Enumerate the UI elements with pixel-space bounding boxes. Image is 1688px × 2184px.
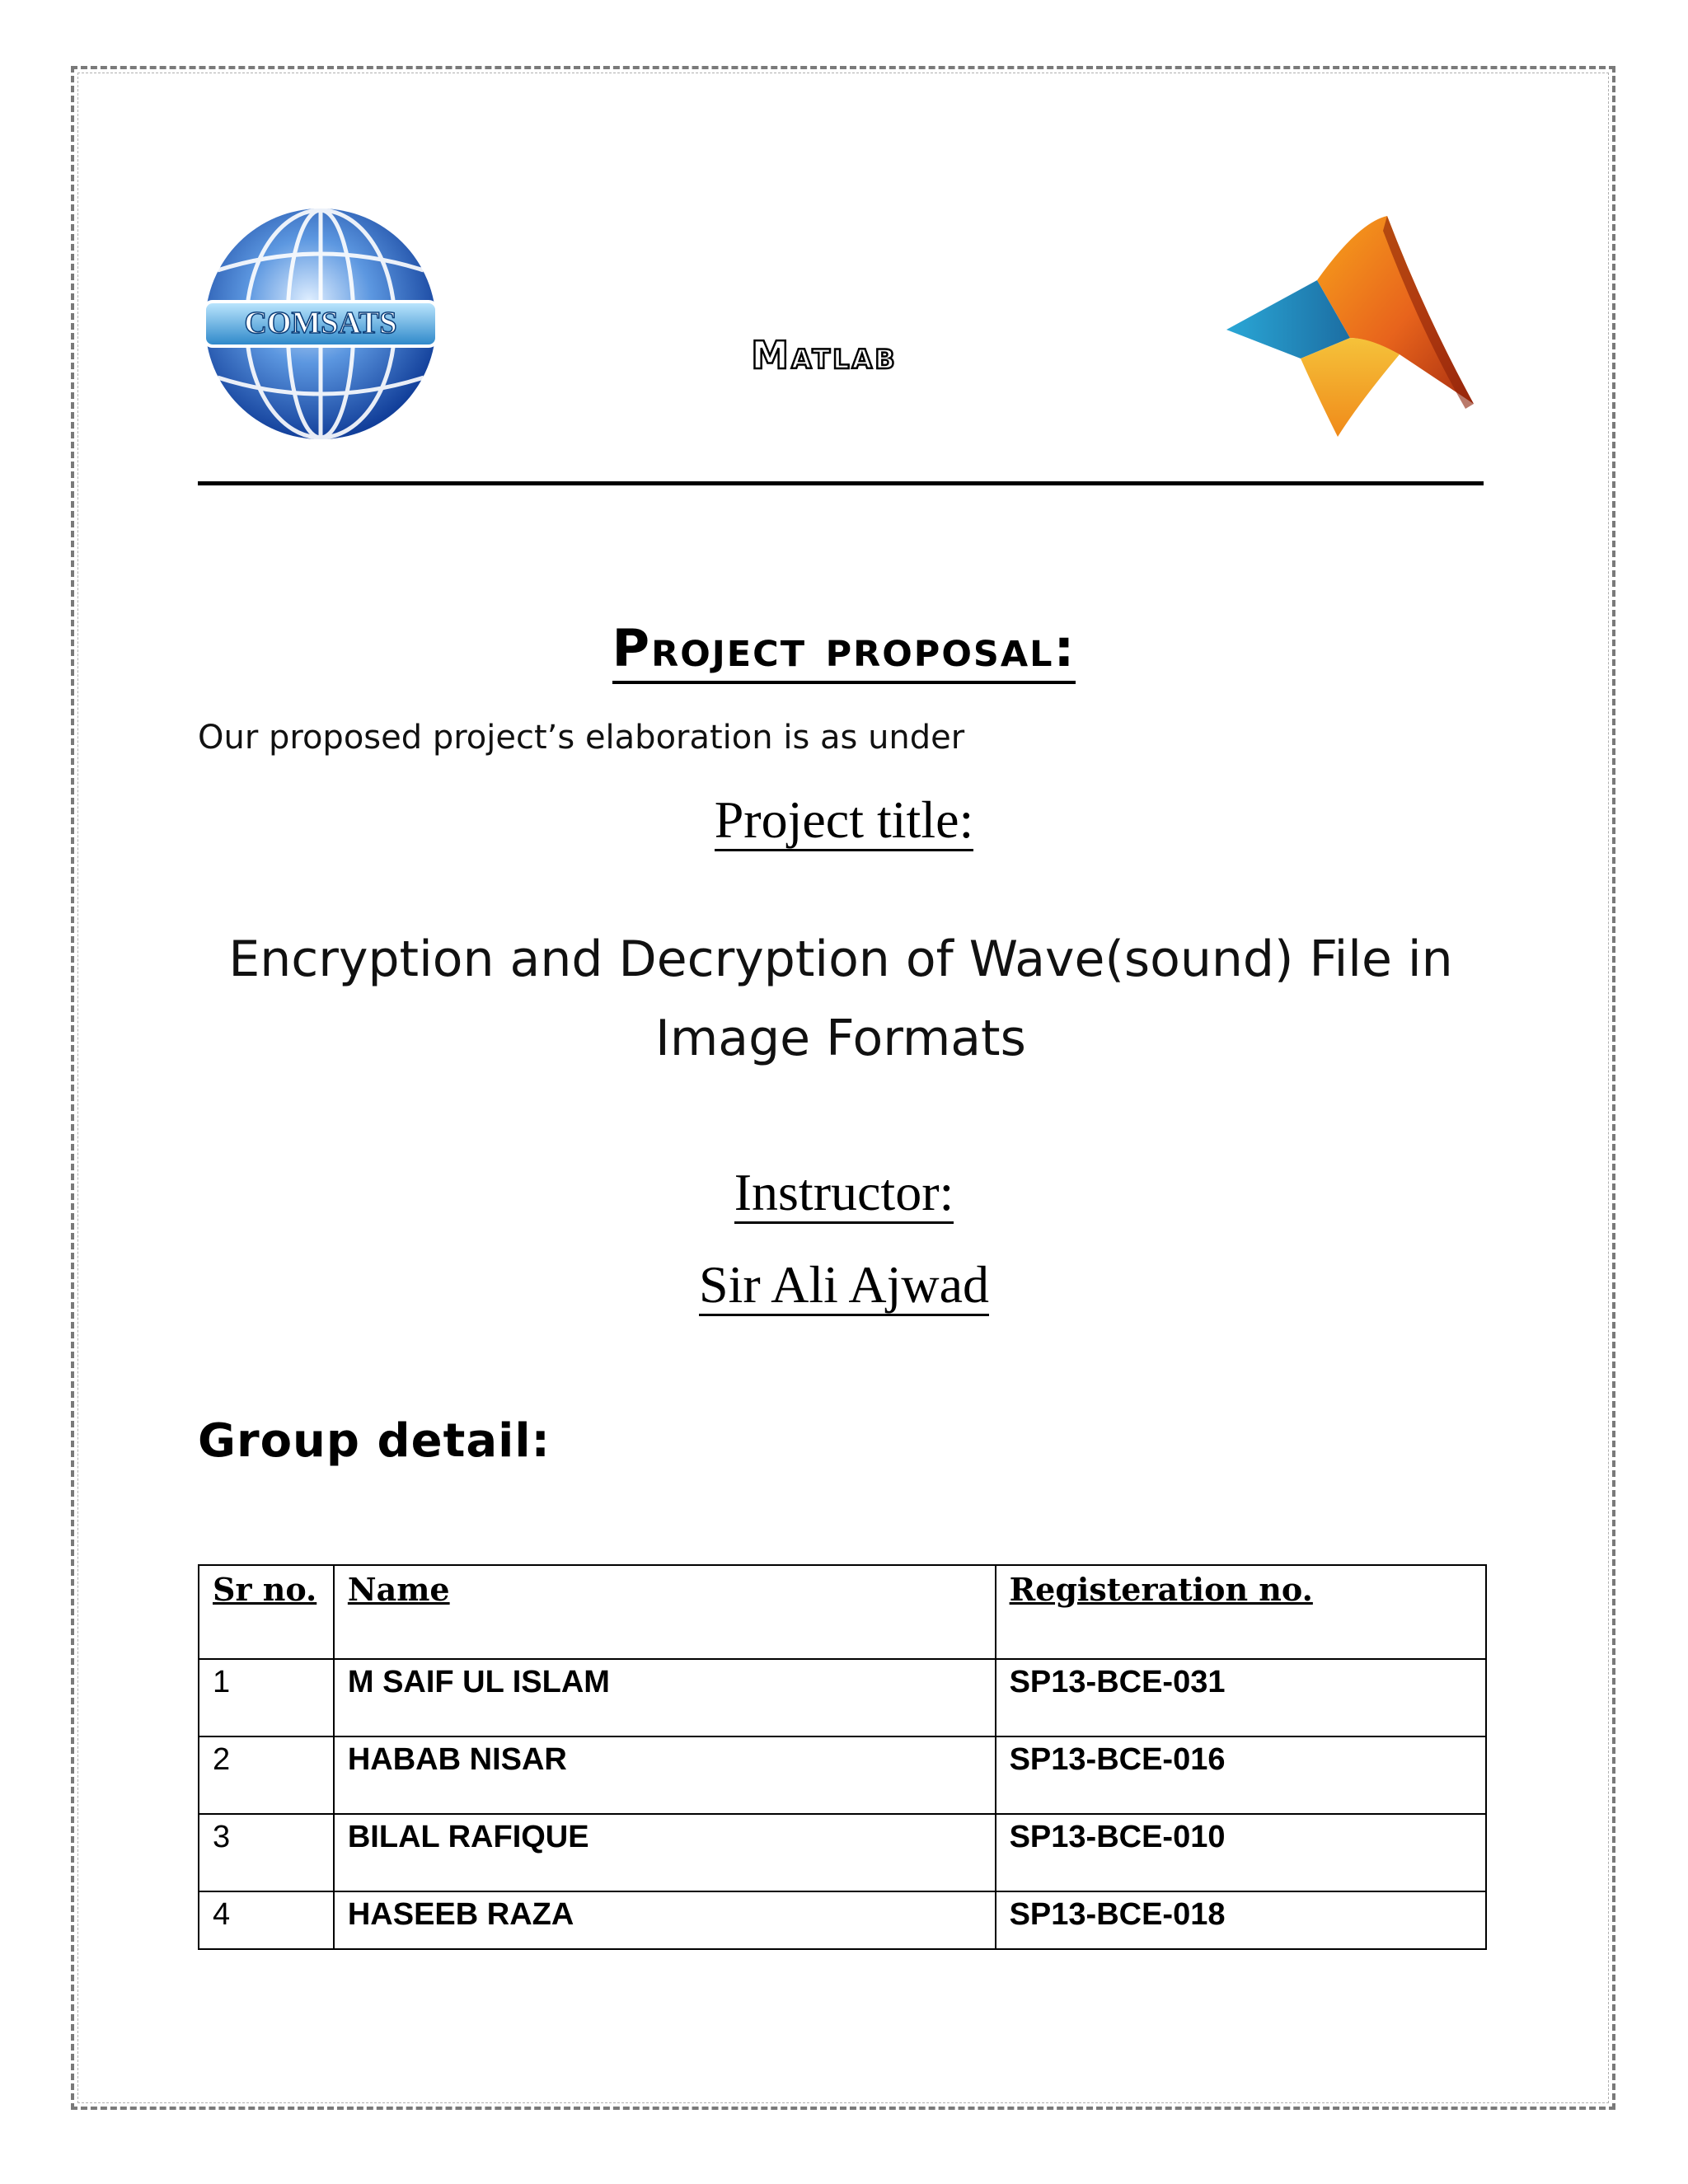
column-header-sr: Sr no. <box>199 1565 334 1659</box>
cell-name: BILAL RAFIQUE <box>334 1814 996 1891</box>
table-row <box>199 1659 1486 1736</box>
comsats-globe-logo <box>201 204 440 443</box>
cell-name: HABAB NISAR <box>334 1736 996 1814</box>
column-header-name: Name <box>334 1565 996 1659</box>
cell-registration: SP13-BCE-010 <box>996 1814 1486 1891</box>
group-table <box>198 1564 1487 1950</box>
group-heading: Group detail: <box>198 1414 551 1468</box>
cell-registration: SP13-BCE-016 <box>996 1736 1486 1814</box>
cell-registration: SP13-BCE-031 <box>996 1659 1486 1736</box>
proposal-heading <box>0 616 1688 684</box>
table-row <box>199 1891 1486 1949</box>
instructor-label: Instructor: <box>734 1164 954 1224</box>
cell-registration: SP13-BCE-018 <box>996 1891 1486 1949</box>
project-title-label-wrap <box>0 791 1688 851</box>
cell-sr: 2 <box>199 1736 334 1814</box>
header-title: Matlab <box>751 333 898 377</box>
comsats-logo-text: COMSATS <box>244 306 397 340</box>
proposal-heading-text: Project proposal: <box>612 616 1076 684</box>
table-row <box>199 1814 1486 1891</box>
matlab-membrane-logo <box>1226 214 1474 445</box>
table-header-row <box>199 1565 1486 1659</box>
cell-sr: 3 <box>199 1814 334 1891</box>
column-header-registration: Registeration no. <box>996 1565 1486 1659</box>
cell-sr: 1 <box>199 1659 334 1736</box>
instructor-label-wrap <box>0 1164 1688 1224</box>
intro-text: Our proposed project’s elaboration is as under <box>198 719 965 757</box>
cell-name: M SAIF UL ISLAM <box>334 1659 996 1736</box>
cell-name: HASEEB RAZA <box>334 1891 996 1949</box>
project-title: Encryption and Decryption of Wave(sound) File in Image Formats <box>228 930 1453 1067</box>
instructor-name-wrap <box>0 1256 1688 1316</box>
header-rule <box>198 481 1484 485</box>
table-row <box>199 1736 1486 1814</box>
cell-sr: 4 <box>199 1891 334 1949</box>
instructor-name: Sir Ali Ajwad <box>699 1256 989 1316</box>
project-title-label: Project title: <box>715 791 974 851</box>
